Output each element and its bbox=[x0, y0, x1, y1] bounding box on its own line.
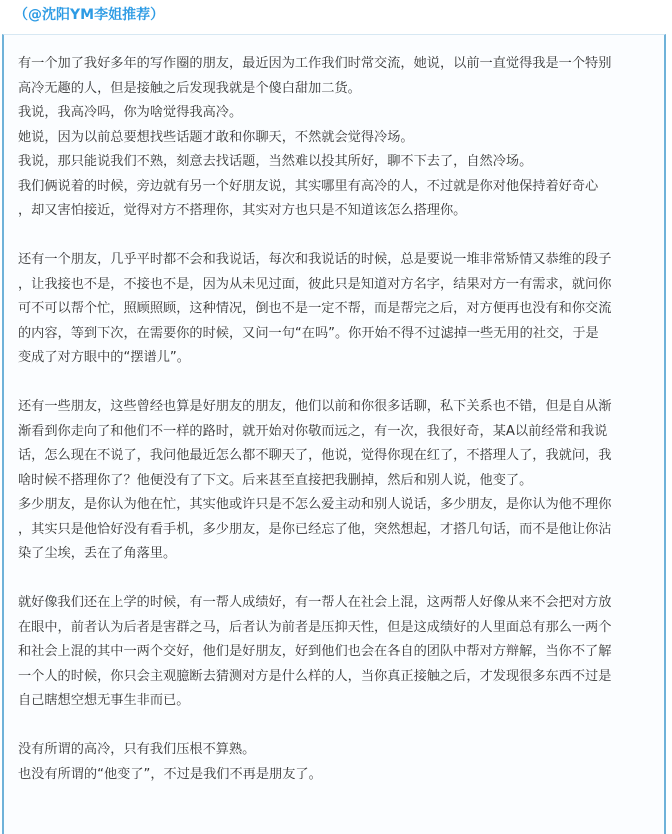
text-line: 变成了对方眼中的“摆谱儿”。 bbox=[18, 350, 190, 365]
text-line: 自己瞎想空想无事生非而已。 bbox=[18, 693, 190, 708]
text-line: 高冷无趣的人，但是接触之后发现我就是个傻白甜加二货。 bbox=[18, 80, 361, 96]
text-line: 还有一个朋友，几乎平时都不会和我说话，每次和我说话的时候，总是要说一堆非常矫情又恭维的段子 bbox=[18, 252, 612, 267]
text-line: 我们俩说着的时候，旁边就有另一个好朋友说，其实哪里有高冷的人，不过就是你对他保持着好奇心 bbox=[18, 178, 599, 194]
text-line: 染了尘埃，丢在了角落里。 bbox=[18, 546, 177, 561]
text-line: ，却又害怕接近，觉得对方不搭理你，其实对方也只是不知道该怎么搭理你。 bbox=[18, 203, 467, 218]
text-line: 多少朋友，是你认为他在忙，其实他或许只是不怎么爱主动和别人说话，多少朋友，是你认为他不理你 bbox=[18, 497, 612, 512]
text-line: 渐看到你走向了和他们不一样的路时，就开始对你敬而远之，有一次，我很好奇，某A以前经常和我说 bbox=[18, 423, 608, 439]
text-line: 我说，我高冷吗，你为啥觉得我高冷。 bbox=[18, 105, 243, 120]
paragraph-5 bbox=[18, 738, 658, 787]
paragraph-3 bbox=[18, 395, 658, 567]
text-line: ，让我接也不是，不接也不是，因为从未见过面，彼此只是知道对方名字，结果对方一有需求，就问你 bbox=[18, 276, 612, 292]
header-bar bbox=[0, 0, 672, 30]
text-line: ，其实只是他恰好没有看手机，多少朋友，是你已经忘了他，突然想起，才搭几句话，而不是他让你沾 bbox=[18, 521, 612, 537]
text-line: 我说，那只能说我们不熟，刻意去找话题，当然难以投其所好，聊不下去了，自然冷场。 bbox=[18, 154, 533, 169]
article-body bbox=[18, 52, 658, 812]
text-line: 和社会上混的其中一两个交好，他们是好朋友，好到他们也会在各自的团队中帮对方辩解，当你不了解 bbox=[18, 644, 612, 659]
paragraph-1 bbox=[18, 52, 658, 224]
text-line: 话，怎么现在不说了，我问他最近怎么都不聊天了，他说，觉得你现在红了，不搭理人了，我就问，我 bbox=[18, 448, 612, 463]
text-line: 也没有所谓的“他变了”，不过是我们不再是朋友了。 bbox=[18, 766, 322, 782]
text-line: 啥时候不搭理你了？他便没有了下文。后来甚至直接把我删掉，然后和别人说，他变了。 bbox=[18, 472, 533, 488]
text-line: 在眼中，前者认为后者是害群之马，后者认为前者是压抑天性，但是这成绩好的人里面总有那么一两个 bbox=[18, 619, 612, 635]
text-line: 还有一些朋友，这些曾经也算是好朋友的朋友，他们以前和你很多话聊，私下关系也不错，但是自从渐 bbox=[18, 399, 612, 414]
text-line: 有一个加了我好多年的写作圈的朋友，最近因为工作我们时常交流，她说，以前一直觉得我是一个特别 bbox=[18, 56, 612, 71]
text-line: 没有所谓的高冷，只有我们压根不算熟。 bbox=[18, 742, 256, 757]
text-line: 可不可以帮个忙，照顾照顾，这种情况，倒也不是一定不帮，而是帮完之后，对方便再也没有和你交流 bbox=[18, 301, 612, 316]
recommendation-title: （@沈阳YM李姐推荐） bbox=[14, 7, 165, 23]
text-line: 一个人的时候，你只会主观臆断去猜测对方是什么样的人，当你真正接触之后，才发现很多东西不过是 bbox=[18, 668, 612, 684]
paragraph-4 bbox=[18, 591, 658, 714]
paragraph-2 bbox=[18, 248, 658, 371]
text-line: 的内容，等到下次，在需要你的时候，又问一句“在吗”。你开始不得不过滤掉一些无用的社交，于是 bbox=[18, 325, 599, 341]
text-line: 就好像我们还在上学的时候，有一帮人成绩好，有一帮人在社会上混，这两帮人好像从来不会把对方放 bbox=[18, 595, 612, 610]
text-line: 她说，因为以前总要想找些话题才敢和你聊天，不然就会觉得冷场。 bbox=[18, 129, 414, 145]
